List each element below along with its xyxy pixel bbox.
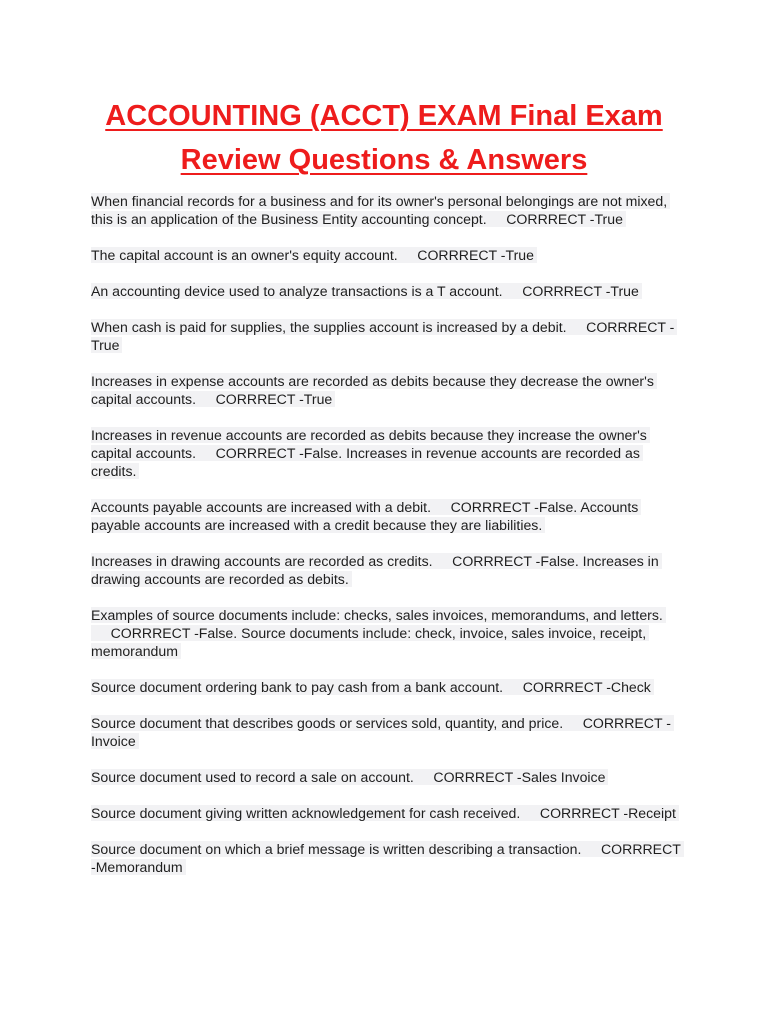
answer-text: CORRRECT -Invoice [91,715,671,749]
qa-item [91,804,683,822]
question-text: Examples of source documents include: checks, sales invoices, memorandums, and letters. [91,607,663,623]
answer-text: CORRRECT -False. Accounts payable accounts are increased with a credit because they are liabilities. [91,499,639,533]
qa-item [91,318,683,354]
qa-item [91,282,683,300]
answer-text: CORRRECT -True [215,391,333,407]
answer-text: CORRRECT -Memorandum [91,841,681,875]
qa-item [91,840,683,876]
answer-text: CORRRECT -Check [522,679,651,695]
question-text: An accounting device used to analyze transactions is a T account. [91,283,503,299]
question-text: Increases in expense accounts are recorded as debits because they decrease the owner's capital accounts. [91,373,654,407]
question-text: Source document that describes goods or services sold, quantity, and price. [91,715,564,731]
question-text: When financial records for a business and for its owner's personal belongings are not mixed, this is an application of the Business Entity accounting concept. [91,193,668,227]
answer-text: CORRRECT -False. Increases in revenue accounts are recorded as credits. [91,445,640,479]
qa-item [91,678,683,696]
answer-text: CORRRECT -True [91,319,675,353]
qa-list [91,192,683,894]
question-text: Source document giving written acknowledgement for cash received. [91,805,521,821]
answer-text: CORRRECT -True [522,283,639,299]
question-text: The capital account is an owner's equity account. [91,247,398,263]
qa-item [91,372,683,408]
qa-item [91,552,683,588]
answer-text: CORRRECT -True [506,211,623,227]
question-text: Increases in drawing accounts are recorded as credits. [91,553,433,569]
question-text: Source document on which a brief message is written describing a transaction. [91,841,582,857]
question-text: Source document ordering bank to pay cash from a bank account. [91,679,504,695]
document-title-line-1: ACCOUNTING (ACCT) EXAM Final Exam [105,100,663,132]
qa-item [91,192,683,228]
question-text: Source document used to record a sale on account. [91,769,414,785]
qa-item [91,768,683,786]
qa-item [91,606,683,660]
answer-text: CORRRECT -False. Source documents include: check, invoice, sales invoice, receipt, memorandum [91,625,647,659]
document-title-line-2: Review Questions & Answers [180,144,588,176]
answer-text: CORRRECT -Sales Invoice [433,769,606,785]
question-text: Increases in revenue accounts are recorded as debits because they increase the owner's capital accounts. [91,427,647,461]
answer-text: CORRRECT -True [417,247,534,263]
question-text: When cash is paid for supplies, the supplies account is increased by a debit. [91,319,567,335]
answer-text: CORRRECT -False. Increases in drawing accounts are recorded as debits. [91,553,659,587]
qa-item [91,426,683,480]
qa-item [91,498,683,534]
qa-item [91,246,683,264]
qa-item [91,714,683,750]
question-text: Accounts payable accounts are increased with a debit. [91,499,432,515]
answer-text: CORRRECT -Receipt [539,805,676,821]
